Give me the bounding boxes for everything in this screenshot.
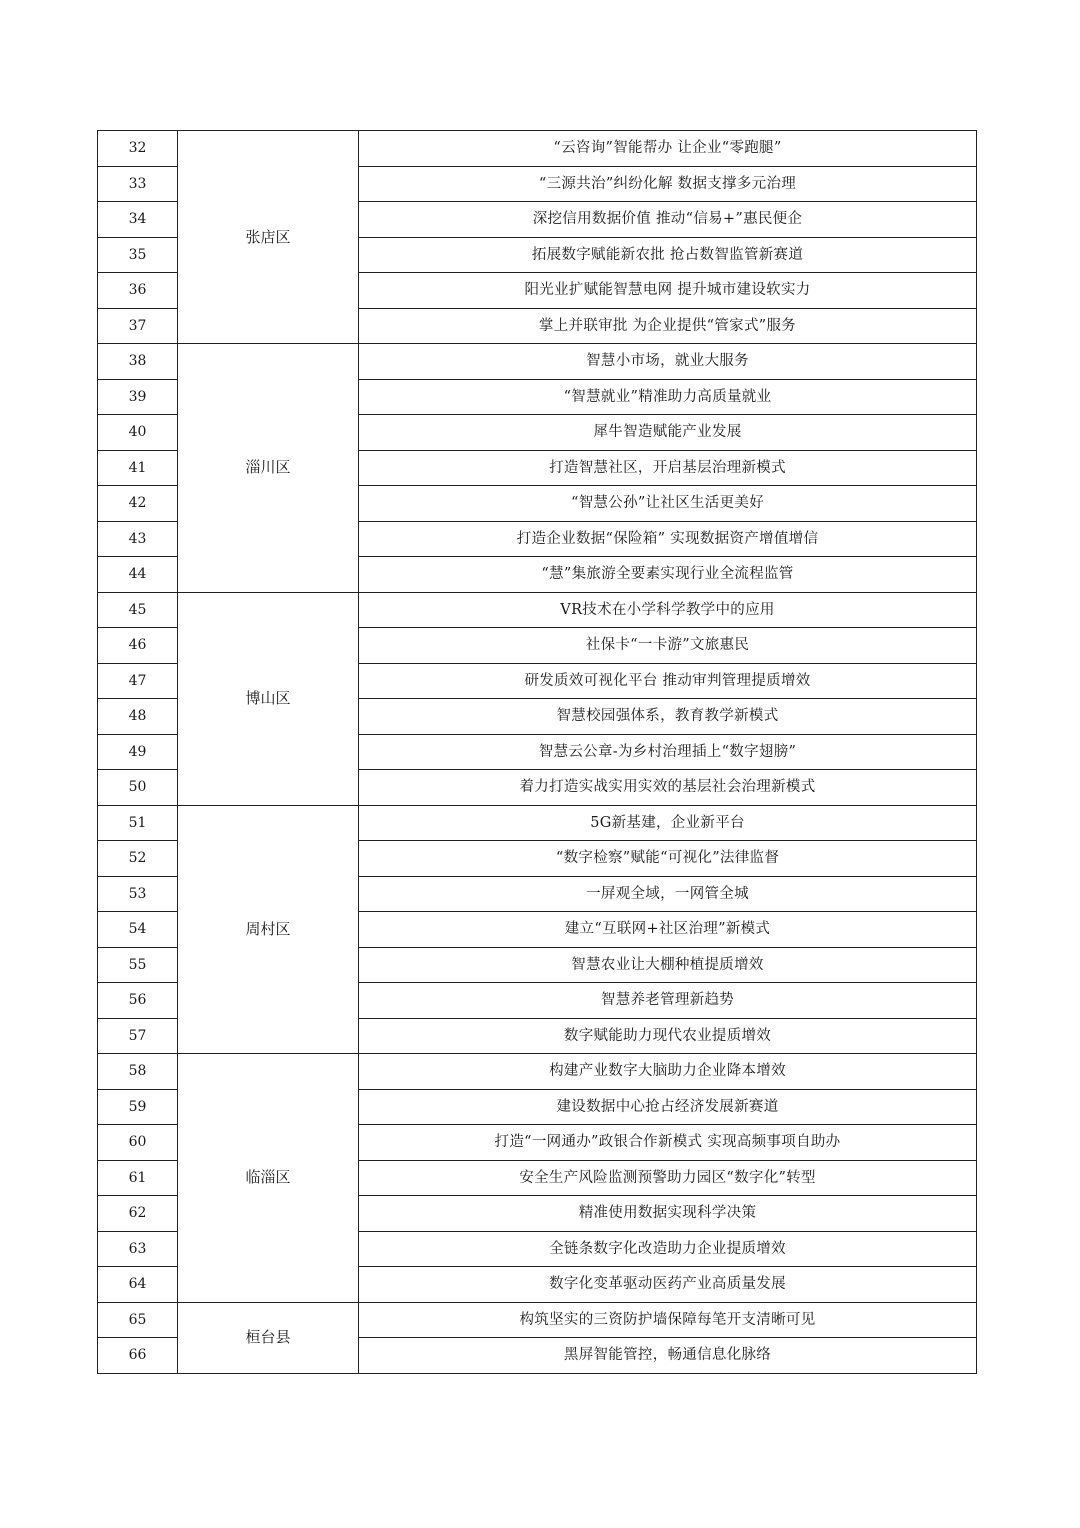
row-number: 55 xyxy=(98,947,178,983)
project-title: 黑屏智能管控，畅通信息化脉络 xyxy=(359,1338,977,1374)
row-number: 42 xyxy=(98,486,178,522)
project-title: 建立“互联网+社区治理”新模式 xyxy=(359,912,977,948)
project-title: “云咨询”智能帮办 让企业“零跑腿” xyxy=(359,131,977,167)
project-title: 着力打造实战实用实效的基层社会治理新模式 xyxy=(359,770,977,806)
row-number: 47 xyxy=(98,663,178,699)
project-title: 构建产业数字大脑助力企业降本增效 xyxy=(359,1054,977,1090)
project-title: 社保卡“一卡游”文旅惠民 xyxy=(359,628,977,664)
project-title: 建设数据中心抢占经济发展新赛道 xyxy=(359,1089,977,1125)
row-number: 64 xyxy=(98,1267,178,1303)
district-cell: 桓台县 xyxy=(178,1302,359,1373)
row-number: 50 xyxy=(98,770,178,806)
row-number: 66 xyxy=(98,1338,178,1374)
row-number: 56 xyxy=(98,983,178,1019)
table-row xyxy=(98,1302,977,1338)
row-number: 65 xyxy=(98,1302,178,1338)
project-title: VR技术在小学科学教学中的应用 xyxy=(359,592,977,628)
project-title: 智慧小市场，就业大服务 xyxy=(359,344,977,380)
project-title: 阳光业扩赋能智慧电网 提升城市建设软实力 xyxy=(359,273,977,309)
project-title: 掌上并联审批 为企业提供“管家式”服务 xyxy=(359,308,977,344)
row-number: 53 xyxy=(98,876,178,912)
project-title: 安全生产风险监测预警助力园区“数字化”转型 xyxy=(359,1160,977,1196)
project-title: 数字赋能助力现代农业提质增效 xyxy=(359,1018,977,1054)
project-title: 智慧农业让大棚种植提质增效 xyxy=(359,947,977,983)
project-title: 智慧养老管理新趋势 xyxy=(359,983,977,1019)
project-title: 打造智慧社区，开启基层治理新模式 xyxy=(359,450,977,486)
project-title: 犀牛智造赋能产业发展 xyxy=(359,415,977,451)
row-number: 35 xyxy=(98,237,178,273)
row-number: 33 xyxy=(98,166,178,202)
row-number: 46 xyxy=(98,628,178,664)
row-number: 59 xyxy=(98,1089,178,1125)
table-row xyxy=(98,805,977,841)
row-number: 34 xyxy=(98,202,178,238)
project-title: “数字检察”赋能“可视化”法律监督 xyxy=(359,841,977,877)
row-number: 39 xyxy=(98,379,178,415)
project-title: “智慧就业”精准助力高质量就业 xyxy=(359,379,977,415)
project-title: “智慧公孙”让社区生活更美好 xyxy=(359,486,977,522)
project-title: 5G新基建，企业新平台 xyxy=(359,805,977,841)
row-number: 51 xyxy=(98,805,178,841)
project-title: 智慧校园强体系，教育教学新模式 xyxy=(359,699,977,735)
row-number: 38 xyxy=(98,344,178,380)
table-row xyxy=(98,592,977,628)
row-number: 32 xyxy=(98,131,178,167)
district-cell: 淄川区 xyxy=(178,344,359,593)
row-number: 45 xyxy=(98,592,178,628)
project-title: 数字化变革驱动医药产业高质量发展 xyxy=(359,1267,977,1303)
project-title: 构筑坚实的三资防护墙保障每笔开支清晰可见 xyxy=(359,1302,977,1338)
table-row xyxy=(98,344,977,380)
district-cell: 博山区 xyxy=(178,592,359,805)
row-number: 58 xyxy=(98,1054,178,1090)
project-title: “三源共治”纠纷化解 数据支撑多元治理 xyxy=(359,166,977,202)
row-number: 44 xyxy=(98,557,178,593)
project-title: 打造企业数据“保险箱” 实现数据资产增值增信 xyxy=(359,521,977,557)
project-title: 精准使用数据实现科学决策 xyxy=(359,1196,977,1232)
row-number: 41 xyxy=(98,450,178,486)
project-list-table xyxy=(97,130,977,1374)
project-title: 打造“一网通办”政银合作新模式 实现高频事项自助办 xyxy=(359,1125,977,1161)
district-cell: 周村区 xyxy=(178,805,359,1054)
project-title: 拓展数字赋能新农批 抢占数智监管新赛道 xyxy=(359,237,977,273)
table-row xyxy=(98,131,977,167)
table-row xyxy=(98,1054,977,1090)
row-number: 37 xyxy=(98,308,178,344)
row-number: 62 xyxy=(98,1196,178,1232)
district-cell: 张店区 xyxy=(178,131,359,344)
project-title: “慧”集旅游全要素实现行业全流程监管 xyxy=(359,557,977,593)
row-number: 40 xyxy=(98,415,178,451)
project-title: 研发质效可视化平台 推动审判管理提质增效 xyxy=(359,663,977,699)
project-title: 智慧云公章-为乡村治理插上“数字翅膀” xyxy=(359,734,977,770)
row-number: 61 xyxy=(98,1160,178,1196)
row-number: 43 xyxy=(98,521,178,557)
row-number: 36 xyxy=(98,273,178,309)
project-title: 一屏观全域，一网管全城 xyxy=(359,876,977,912)
district-cell: 临淄区 xyxy=(178,1054,359,1303)
project-title: 全链条数字化改造助力企业提质增效 xyxy=(359,1231,977,1267)
row-number: 49 xyxy=(98,734,178,770)
project-title: 深挖信用数据价值 推动“信易+”惠民便企 xyxy=(359,202,977,238)
row-number: 54 xyxy=(98,912,178,948)
row-number: 48 xyxy=(98,699,178,735)
row-number: 63 xyxy=(98,1231,178,1267)
row-number: 52 xyxy=(98,841,178,877)
row-number: 60 xyxy=(98,1125,178,1161)
table-body xyxy=(98,131,977,1374)
row-number: 57 xyxy=(98,1018,178,1054)
